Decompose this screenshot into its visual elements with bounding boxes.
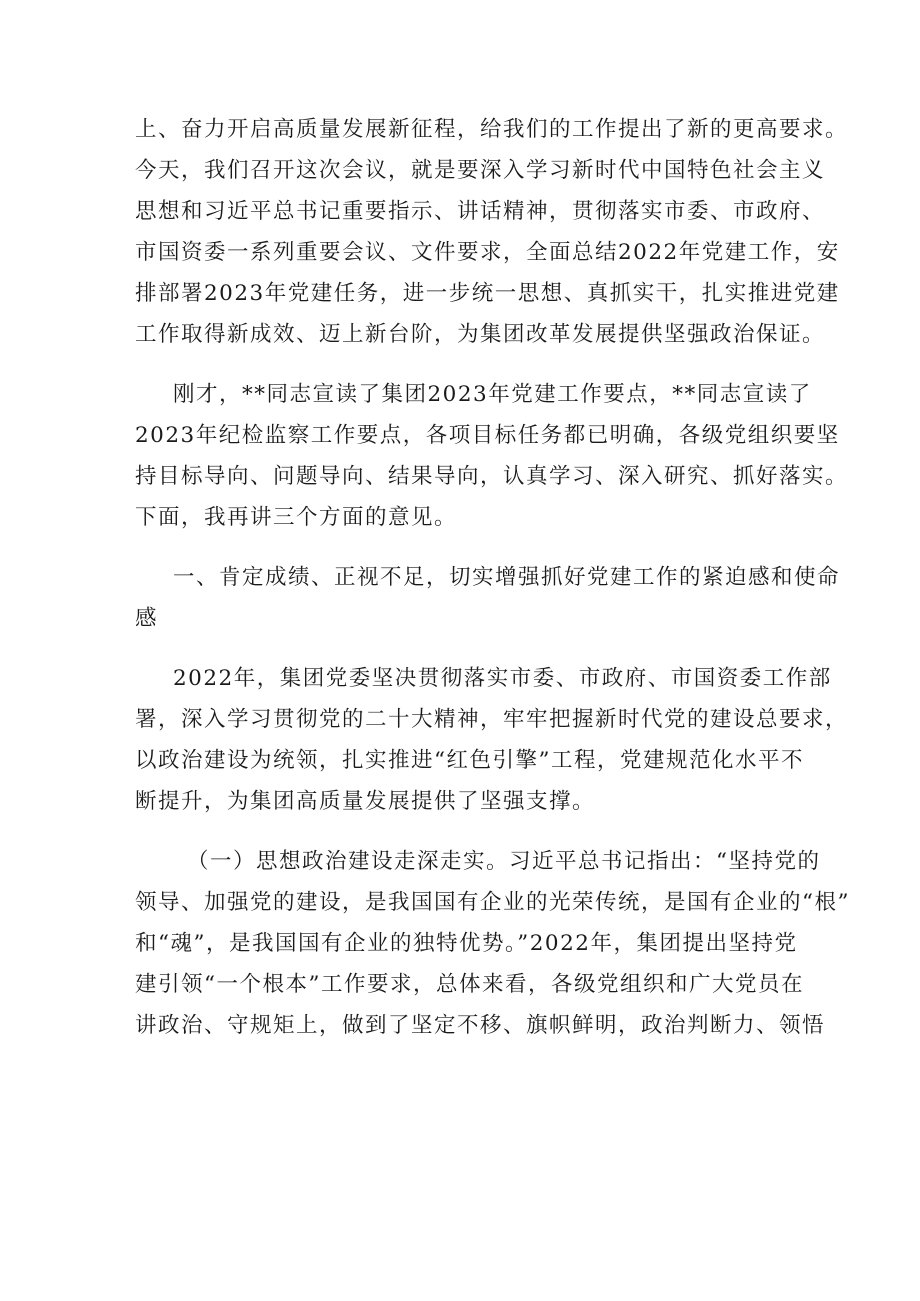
paragraph-line: 2023年纪检监察工作要点，各项目标任务都已明确，各级党组织要坚 [135,423,840,448]
paragraph-line: 市国资委一系列重要会议、文件要求，全面总结2022年党建工作，安 [135,240,840,265]
paragraph-line: 下面，我再讲三个方面的意见。 [135,505,458,530]
section-heading-continuation: 感 [135,606,159,631]
paragraph-line: 刚才，**同志宣读了集团2023年党建工作要点，**同志宣读了 [173,382,812,407]
paragraph-line: 建引领“一个根本”工作要求，总体来看，各级党组织和广大党员在 [135,972,804,997]
paragraph-line: 和“魂”，是我国国有企业的独特优势。”2022年，集团提出坚持党 [135,931,798,956]
paragraph-line: 排部署2023年党建任务，进一步统一思想、真抓实干，扎实推进党建 [135,281,840,306]
paragraph-line: 断提升，为集团高质量发展提供了坚强支撑。 [135,789,596,814]
paragraph-line: （一）思想政治建设走深走实。习近平总书记指出：“坚持党的 [187,849,821,874]
paragraph-line: 领导、加强党的建设，是我国国有企业的光荣传统，是国有企业的“根” [135,890,850,915]
paragraph-line: 思想和习近平总书记重要指示、讲话精神，贯彻落实市委、市政府、 [135,199,826,224]
section-heading: 一、肯定成绩、正视不足，切实增强抓好党建工作的紧迫感和使命 [173,565,841,590]
paragraph-line: 持目标导向、问题导向、结果导向，认真学习、深入研究、抓好落实。 [135,464,849,489]
paragraph-line: 以政治建设为统领，扎实推进“红色引擎”工程，党建规范化水平不 [135,748,804,773]
paragraph-line: 讲政治、守规矩上，做到了坚定不移、旗帜鲜明，政治判断力、领悟 [135,1013,826,1038]
paragraph-line: 工作取得新成效、迈上新台阶，为集团改革发展提供坚强政治保证。 [135,322,826,347]
paragraph-line: 2022年，集团党委坚决贯彻落实市委、市政府、市国资委工作部 [173,666,832,691]
paragraph-line: 今天，我们召开这次会议，就是要深入学习新时代中国特色社会主义 [135,158,826,183]
paragraph-line: 上、奋力开启高质量发展新征程，给我们的工作提出了新的更高要求。 [135,117,849,142]
paragraph-line: 署，深入学习贯彻党的二十大精神，牢牢把握新时代党的建设总要求， [135,707,849,732]
